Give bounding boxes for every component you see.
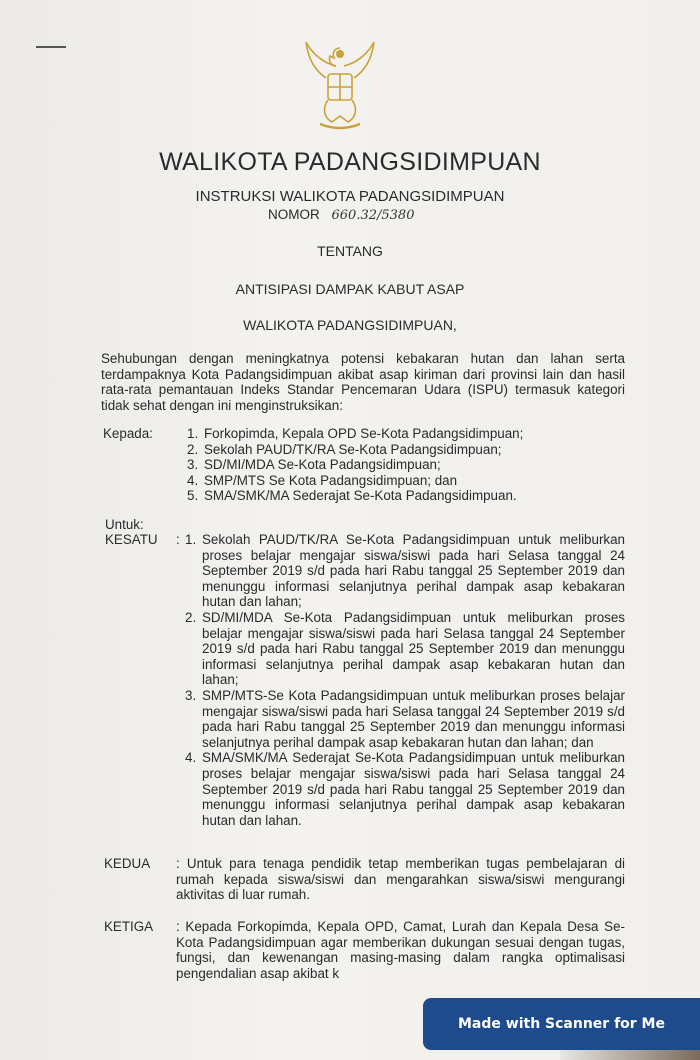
list-item xyxy=(187,488,523,504)
item-text: SD/MI/MDA Se-Kota Padangsidimpuan; xyxy=(204,457,441,473)
doc-number xyxy=(268,207,414,223)
item-number: 2. xyxy=(185,609,197,625)
kepada-list xyxy=(187,426,523,504)
list-item xyxy=(185,610,625,688)
kesatu-colon: : xyxy=(176,532,180,547)
item-text: Sekolah PAUD/TK/RA Se-Kota Padangsidimpuan untuk meliburkan proses belajar mengajar siswa/siswi pada hari Selasa tanggal 24 September 2019 s/d pada hari Rabu tanggal 25 September 2019 dan menunggu informasi selanjutnya perihal dampak asap kebakaran hutan dan lahan; xyxy=(202,532,625,610)
list-item xyxy=(185,750,625,828)
pen-mark xyxy=(36,46,66,48)
item-number: 5. xyxy=(187,488,199,504)
subject-heading: ANTISIPASI DAMPAK KABUT ASAP xyxy=(235,281,465,297)
list-item xyxy=(187,457,523,473)
kedua-label: KEDUA xyxy=(104,856,151,871)
list-item xyxy=(187,473,523,489)
kesatu-list xyxy=(185,532,625,828)
issuer-heading: WALIKOTA PADANGSIDIMPUAN, xyxy=(243,317,457,333)
item-number: 2. xyxy=(187,441,199,457)
garuda-emblem-icon xyxy=(300,38,380,134)
scanner-watermark-banner[interactable]: Made with Scanner for Me xyxy=(423,998,700,1050)
item-text: Forkopimda, Kepala OPD Se-Kota Padangsidimpuan; xyxy=(204,426,524,441)
item-text: SMA/SMK/MA Sederajat Se-Kota Padangsidimpuan. xyxy=(204,488,517,504)
item-number: 3. xyxy=(185,687,197,703)
doc-subtitle: INSTRUKSI WALIKOTA PADANGSIDIMPUAN xyxy=(195,188,505,205)
item-text: SMA/SMK/MA Sederajat Se-Kota Padangsidimpuan untuk meliburkan proses belajar mengajar siswa/siswi pada hari Selasa tanggal 24 September 2019 s/d pada hari Rabu tanggal 25 September 2019 dan menunggu informasi selanjutnya perihal dampak asap kebakaran hutan dan lahan. xyxy=(202,750,625,828)
untuk-label: Untuk: xyxy=(105,517,144,532)
item-text: SMP/MTS-Se Kota Padangsidimpuan untuk meliburkan proses belajar mengajar siswa/siswi pada hari Selasa tanggal 24 September 2019 s/d pada hari Rabu tanggal 25 September 2019 dan menunggu informasi selanjutnya perihal dampak asap kebakaran hutan dan lahan; dan xyxy=(202,687,625,750)
ketiga-text: : Kepada Forkopimda, Kepala OPD, Camat, Lurah dan Kepala Desa Se-Kota Padangsidimpuan agar memberikan dukungan sesuai dengan tugas, fungsi, dan kewenangan masing-masing dalam rangka optimalisasi pengendalian asap akibat k xyxy=(176,919,625,981)
item-text: SD/MI/MDA Se-Kota Padangsidimpuan untuk meliburkan proses belajar mengajar siswa/siswi pada hari Selasa tanggal 24 September 2019 s/d pada hari Rabu tanggal 25 September 2019 dan menunggu informasi selanjutnya perihal dampak asap kebakaran hutan dan lahan; xyxy=(202,609,625,688)
nomor-value: 660.32/5380 xyxy=(331,208,415,223)
item-number: 4. xyxy=(185,750,197,766)
list-item xyxy=(187,442,523,458)
item-text: Sekolah PAUD/TK/RA Se-Kota Padangsidimpuan; xyxy=(204,441,502,457)
tentang-heading: TENTANG xyxy=(317,243,383,259)
list-item xyxy=(185,688,625,750)
ketiga-label: KETIGA xyxy=(104,919,154,934)
item-number: 1. xyxy=(187,426,199,441)
item-text: SMP/MTS Se Kota Padangsidimpuan; dan xyxy=(204,472,458,488)
item-number: 4. xyxy=(187,472,199,488)
nomor-label: NOMOR xyxy=(268,207,320,222)
kedua-text: : Untuk para tenaga pendidik tetap memberikan tugas pembelajaran di rumah kepada siswa/siswi dan mengarahkan siswa/siswi mengurangi aktivitas di luar rumah. xyxy=(176,856,625,903)
list-item xyxy=(187,426,523,442)
list-item xyxy=(185,532,625,610)
intro-paragraph: Sehubungan dengan meningkatnya potensi kebakaran hutan dan lahan serta terdampaknya Kota Padangsidimpuan akibat asap kiriman dari provinsi lain dan hasil rata-rata pemantauan Indeks Standar Pencemaran Udara (ISPU) termasuk kategori tidak sehat dengan ini menginstruksikan: xyxy=(101,351,625,413)
item-number: 1. xyxy=(185,532,197,547)
doc-title: WALIKOTA PADANGSIDIMPUAN xyxy=(159,148,541,176)
kepada-label: Kepada: xyxy=(103,426,153,441)
kesatu-label: KESATU xyxy=(105,532,158,547)
item-number: 3. xyxy=(187,457,199,473)
